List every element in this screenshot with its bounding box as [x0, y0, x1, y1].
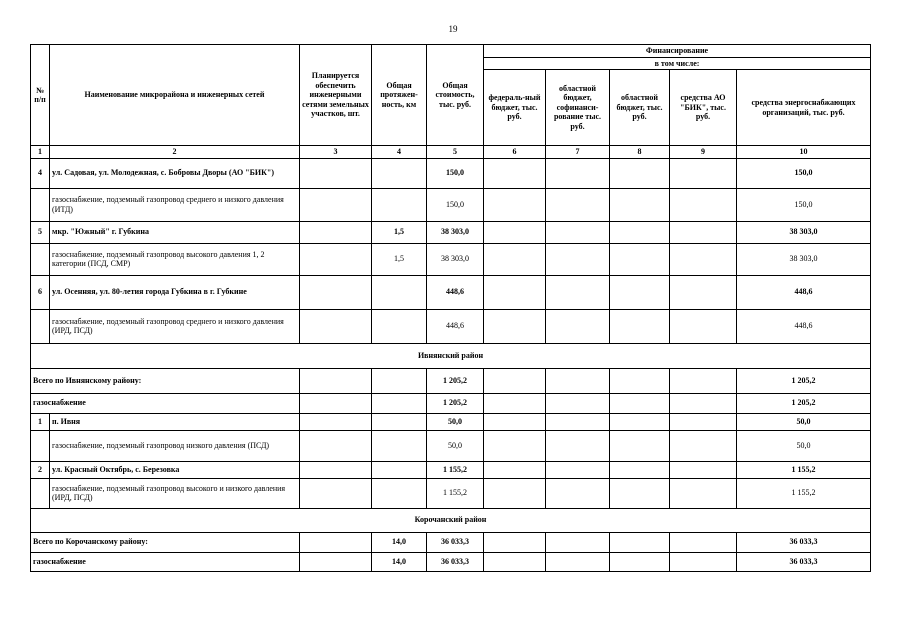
row-total: 38 303,0	[427, 221, 484, 243]
table-row	[31, 461, 871, 478]
row-name: ул. Садовая, ул. Молодежная, с. Бобровы Дворы (АО "БИК")	[50, 158, 300, 188]
section-header-row	[31, 508, 871, 532]
table-row	[31, 552, 871, 571]
section-header-row	[31, 343, 871, 368]
row-energy: 38 303,0	[737, 221, 871, 243]
row-total: 1 155,2	[427, 461, 484, 478]
gas-supply-energy: 36 033,3	[737, 552, 871, 571]
row-name: газоснабжение, подземный газопровод высокого и низкого давления (ИРД, ПСД)	[50, 478, 300, 508]
table-row	[31, 532, 871, 552]
row-number: 2	[31, 461, 50, 478]
row-energy: 448,6	[737, 275, 871, 309]
district-total-energy: 36 033,3	[737, 532, 871, 552]
row-number: 4	[31, 158, 50, 188]
row-total: 448,6	[427, 275, 484, 309]
page-number: 19	[448, 24, 458, 34]
table-row	[31, 478, 871, 508]
header-bik: средства АО "БИК", тыс. руб.	[670, 70, 737, 146]
row-length	[372, 309, 427, 343]
col-number: 1	[31, 146, 50, 159]
column-numbers-row	[31, 146, 871, 159]
row-name: мкр. "Южный" г. Губкина	[50, 221, 300, 243]
col-number: 9	[670, 146, 737, 159]
header-energy: средства энергоснабжающих организаций, тыс. руб.	[737, 70, 871, 146]
table-row	[31, 275, 871, 309]
row-energy: 50,0	[737, 430, 871, 461]
header-including: в том числе:	[484, 57, 871, 70]
row-length: 1,5	[372, 243, 427, 275]
row-total: 150,0	[427, 188, 484, 221]
table-row	[31, 158, 871, 188]
gas-supply-label: газоснабжение	[31, 552, 300, 571]
row-energy: 1 155,2	[737, 461, 871, 478]
row-total: 50,0	[427, 413, 484, 430]
row-length	[372, 275, 427, 309]
row-name: ул. Осенняя, ул. 80-летия города Губкина в г. Губкине	[50, 275, 300, 309]
header-total-cost: Общая стоимость, тыс. руб.	[427, 45, 484, 146]
row-name: газоснабжение, подземный газопровод среднего и низкого давления (ИТД)	[50, 188, 300, 221]
financing-table	[30, 44, 871, 572]
col-number: 3	[300, 146, 372, 159]
district-total-cost: 1 205,2	[427, 368, 484, 393]
table-row	[31, 368, 871, 393]
district-total-label: Всего по Ивнянскому району:	[31, 368, 300, 393]
district-total-energy: 1 205,2	[737, 368, 871, 393]
gas-supply-cost: 1 205,2	[427, 393, 484, 413]
gas-supply-length: 14,0	[372, 552, 427, 571]
table-row	[31, 243, 871, 275]
header-regional-cofin: областной бюджет, софинанси-рование тыс. руб.	[546, 70, 610, 146]
row-total: 150,0	[427, 158, 484, 188]
row-energy: 38 303,0	[737, 243, 871, 275]
col-number: 6	[484, 146, 546, 159]
row-length	[372, 188, 427, 221]
header-financing: Финансирование	[484, 45, 871, 58]
header-planned: Планируется обеспечить инженерными сетями земельных участков, шт.	[300, 45, 372, 146]
row-total: 1 155,2	[427, 478, 484, 508]
table-row	[31, 309, 871, 343]
row-length: 1,5	[372, 221, 427, 243]
gas-supply-cost: 36 033,3	[427, 552, 484, 571]
section-title: Корочанский район	[31, 508, 871, 532]
row-number: 6	[31, 275, 50, 309]
table-row	[31, 413, 871, 430]
row-name: газоснабжение, подземный газопровод среднего и низкого давления (ИРД, ПСД)	[50, 309, 300, 343]
table-row	[31, 221, 871, 243]
col-number: 4	[372, 146, 427, 159]
col-number: 7	[546, 146, 610, 159]
row-name: п. Ивня	[50, 413, 300, 430]
header-length: Общая протяжен-ность, км	[372, 45, 427, 146]
row-energy: 150,0	[737, 188, 871, 221]
col-number: 2	[50, 146, 300, 159]
col-number: 10	[737, 146, 871, 159]
row-energy: 448,6	[737, 309, 871, 343]
row-total: 38 303,0	[427, 243, 484, 275]
col-number: 5	[427, 146, 484, 159]
row-name: газоснабжение, подземный газопровод низкого давления (ПСД)	[50, 430, 300, 461]
table-row	[31, 430, 871, 461]
district-total-cost: 36 033,3	[427, 532, 484, 552]
col-number: 8	[610, 146, 670, 159]
district-total-label: Всего по Корочанскому району:	[31, 532, 300, 552]
row-energy: 50,0	[737, 413, 871, 430]
header-name: Наименование микрорайона и инженерных сетей	[50, 45, 300, 146]
row-name: ул. Красный Октябрь, с. Березовка	[50, 461, 300, 478]
gas-supply-energy: 1 205,2	[737, 393, 871, 413]
section-title: Ивнянский район	[31, 343, 871, 368]
header-federal: федераль-ный бюджет, тыс. руб.	[484, 70, 546, 146]
header-num: № п/п	[31, 45, 50, 146]
table-row	[31, 188, 871, 221]
row-energy: 150,0	[737, 158, 871, 188]
row-number: 1	[31, 413, 50, 430]
district-total-length: 14,0	[372, 532, 427, 552]
row-number: 5	[31, 221, 50, 243]
row-name: газоснабжение, подземный газопровод высокого давления 1, 2 категории (ПСД, СМР)	[50, 243, 300, 275]
row-total: 50,0	[427, 430, 484, 461]
header-regional: областной бюджет, тыс. руб.	[610, 70, 670, 146]
row-energy: 1 155,2	[737, 478, 871, 508]
row-length	[372, 158, 427, 188]
gas-supply-label: газоснабжение	[31, 393, 300, 413]
table-row	[31, 393, 871, 413]
row-total: 448,6	[427, 309, 484, 343]
